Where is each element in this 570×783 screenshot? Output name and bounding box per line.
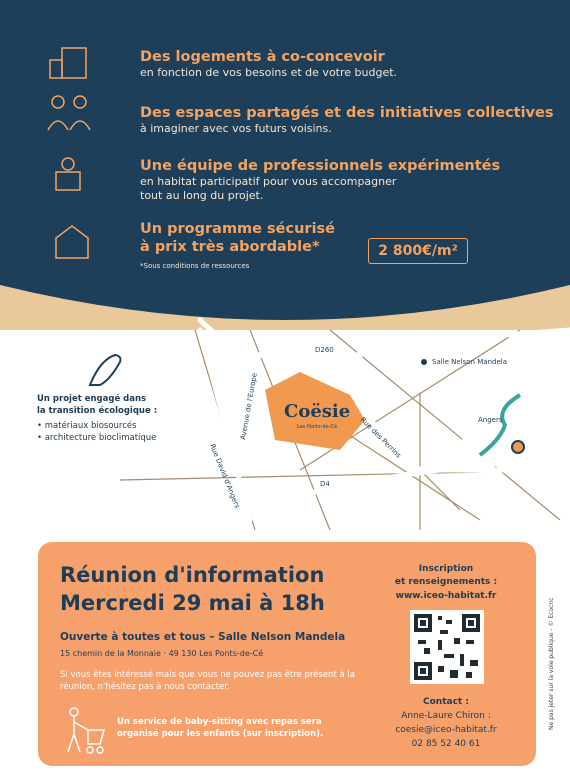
meeting-title: Réunion d'information	[60, 563, 325, 587]
road-d260: D260	[315, 346, 334, 354]
road-david-dangers: Rue David d'Angers	[208, 442, 242, 510]
coesie-logo: Coësie	[284, 401, 351, 422]
babysitting-note: Un service de baby-sitting avec repas sera organisé pour les enfants (sur inscription).	[117, 717, 324, 739]
contact-label: Contact :	[423, 697, 469, 707]
contact-email[interactable]: coesie@iceo-habitat.fr	[395, 725, 497, 735]
contact-phone[interactable]: 02 85 52 40 61	[411, 739, 481, 749]
stroller-icon	[60, 706, 110, 758]
meeting-date: Mercredi 29 mai à 18h	[60, 591, 325, 615]
feature-title: Une équipe de professionnels expérimentés	[140, 158, 501, 174]
eco-item: • architecture bioclimatique	[37, 432, 157, 443]
feature-title: Des logements à co-concevoir	[140, 49, 385, 65]
feature-2	[140, 104, 553, 136]
feature-title2: à prix très abordable*	[140, 239, 320, 255]
meeting-para: Si vous êtes intéressé mais que vous ne pouvez pas être présent à la réunion, n'hésitez pas à nous contacter.	[60, 670, 355, 692]
feature-title: Un programme sécurisé	[140, 221, 336, 237]
coesie-logo-sub: Les Ponts-de-Cé	[297, 424, 338, 430]
feature-sub: à imaginer avec vos futurs voisins.	[140, 122, 332, 135]
meeting-address: 15 chemin de la Monnaie · 49 130 Les Ponts-de-Cé	[60, 649, 264, 658]
feature-sub2: tout au long du projet.	[140, 189, 264, 202]
side-legal: Ne pas jeter sur la voie publique - © Ecocnc	[548, 597, 555, 730]
price-badge: 2 800€/m²	[368, 238, 468, 264]
feature-sub: en habitat participatif pour vous accompagner	[140, 175, 397, 188]
price-note: *Sous conditions de ressources	[140, 262, 250, 270]
meeting-sub: Ouverte à toutes et tous – Salle Nelson Mandela	[60, 631, 346, 643]
feature-4	[140, 220, 335, 256]
feature-title: Des espaces partagés et des initiatives collectives	[140, 105, 554, 121]
eco-title: Un projet engagé dans	[37, 394, 147, 404]
eco-block	[37, 394, 157, 444]
eco-item: • matériaux biosourcés	[37, 421, 137, 431]
road-europe: Avenue de l'Europe	[239, 372, 259, 441]
signup-title: Inscription	[418, 564, 474, 574]
feature-3	[140, 157, 500, 203]
eco-title2: la transition écologique :	[37, 405, 158, 416]
feature-1	[140, 48, 397, 80]
signup-title2: et renseignements :	[394, 577, 498, 587]
qr-code[interactable]	[410, 610, 484, 684]
road-d4: D4	[320, 480, 330, 488]
road-perrins: Rue des Perrins	[358, 415, 403, 460]
place-label: Salle Nelson Mandela	[432, 358, 507, 366]
city-label: Angers	[478, 416, 503, 424]
contact-name: Anne-Laure Chiron :	[401, 711, 491, 721]
feature-sub: en fonction de vos besoins et de votre budget.	[140, 66, 398, 79]
website-link[interactable]: www.iceo-habitat.fr	[395, 591, 497, 601]
